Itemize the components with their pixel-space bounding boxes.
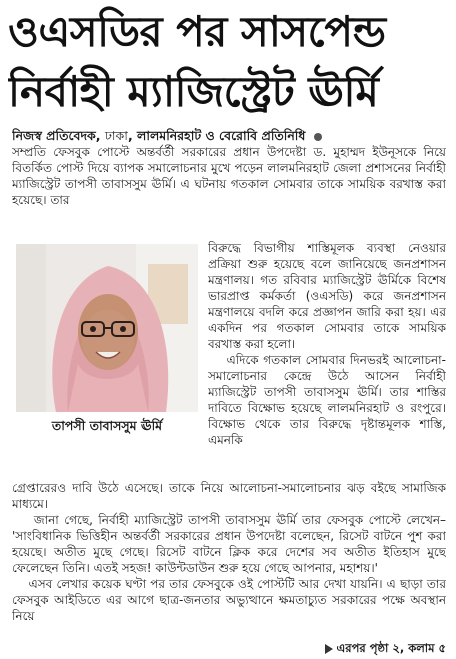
photo-caption: তাপসী তাবাসসুম ঊর্মি — [51, 418, 163, 433]
headline-line-2: নির্বাহী ম্যাজিস্ট্রেট ঊর্মি — [8, 67, 379, 116]
paragraph-1-text: সম্প্রতি ফেসবুক পোস্টে অন্তর্বর্তী সরকারের প্রধান উপদেষ্টা ড. মুহাম্মদ ইউনূসকে নিয়ে বিতর্কিত পোস্ট দিয়ে ব্যাপক সমালোচনার মুখে পড়েন লালমনিরহাট জেলা প্রশাসনের নির্বাহী ম্যাজিস্ট্রেট তাপসী তাবাসসুম ঊর্মি। এ ঘটনায় গতকাল সোমবার তাকে সাময়িক বরখাস্ত করা হয়েছে। তার — [12, 145, 446, 207]
paragraph-3-text: এদিকে গতকাল সোমবার দিনভরই আলোচনা-সমালোচনার কেন্দ্রে উঠে আসেন নির্বাহী ম্যাজিস্ট্রেট তাপসী তাবাসসুম ঊর্মি। তার শাস্তির দাবিতে বিক্ষোভ হয়েছে লালমনিরহাট ও রংপুরে। বিক্ষোভ থেকে তার বিরুদ্ধে দৃষ্টান্তমূলক শাস্তি, এমনকি — [208, 353, 446, 447]
continuation-text: এরপর পৃষ্ঠা ২, কলাম ৫ — [336, 641, 446, 655]
bullet-icon — [314, 133, 322, 141]
paragraph-6-text: এসব লেখার কয়েক ঘণ্টা পর তার ফেসবুকে ওই পোস্টটি আর দেখা যায়নি। এ ছাড়া তার ফেসবুক আইডিতে এর আগে ছাত্র-জনতার অভ্যুত্থানে ক্ষমতাচ্যুত সরকারের পক্ষে অবস্থান নিয়ে — [12, 577, 446, 623]
portrait-image — [16, 244, 198, 412]
article-paragraph-right-column — [208, 240, 446, 480]
article-paragraph-bottom — [12, 480, 446, 640]
paragraph-2-text: বিরুদ্ধে বিভাগীয় শাস্তিমূলক ব্যবস্থা নেওয়ার প্রক্রিয়া শুরু হয়েছে বলে জানিয়েছে জনপ্রশাসন মন্ত্রণালয়। গত রবিবার ম্যাজিস্ট্রেট ঊর্মিকে বিশেষ ভারপ্রাপ্ত কর্মকর্তা (ওএসডি) করে জনপ্রশাসন মন্ত্রণালয়ে বদলি করে প্রজ্ঞাপন জারি করা হয়। এর একদিন পর গতকাল সোমবার তাকে সাময়িক বরখাস্ত করা হলো। — [208, 241, 446, 351]
byline-city: ঢাকা — [104, 128, 128, 143]
article-paragraph-intro — [12, 144, 446, 240]
article-photo — [16, 244, 198, 412]
arrow-right-icon — [325, 644, 333, 654]
byline-reporter: নিজস্ব প্রতিবেদক, — [12, 128, 105, 143]
paragraph-5-text: জানা গেছে, নির্বাহী ম্যাজিস্ট্রেট তাপসী তাবাসসুম ঊর্মি তার ফেসবুক পোস্টে লেখেন– 'সাংবিধানিক ভিত্তিহীন অন্তর্বর্তী সরকারের প্রধান উপদেষ্টা বলেছেন, রিসেট বাটনে পুশ করা হয়েছে। অতীত মুছে গেছে। রিসেট বাটনে ক্লিক করে দেশের সব অতীত ইতিহাস মুছে ফেলেছেন তিনি। এতই সহজ! কাউন্টডাউন শুরু হয়ে গেছে আপনার, মহাশয়।' — [12, 513, 446, 575]
headline-line-1: ওএসডির পর সাসপেন্ড — [8, 7, 386, 56]
byline-locations: , লালমনিরহাট ও বেরোবি প্রতিনিধি — [127, 128, 306, 143]
paragraph-4-text: গ্রেপ্তারেরও দাবি উঠে এসেছে। তাকে নিয়ে আলোচনা-সমালোচনার ঝড় বইছে সামাজিক মাধ্যমে। — [12, 481, 446, 511]
continuation-note — [325, 640, 447, 659]
